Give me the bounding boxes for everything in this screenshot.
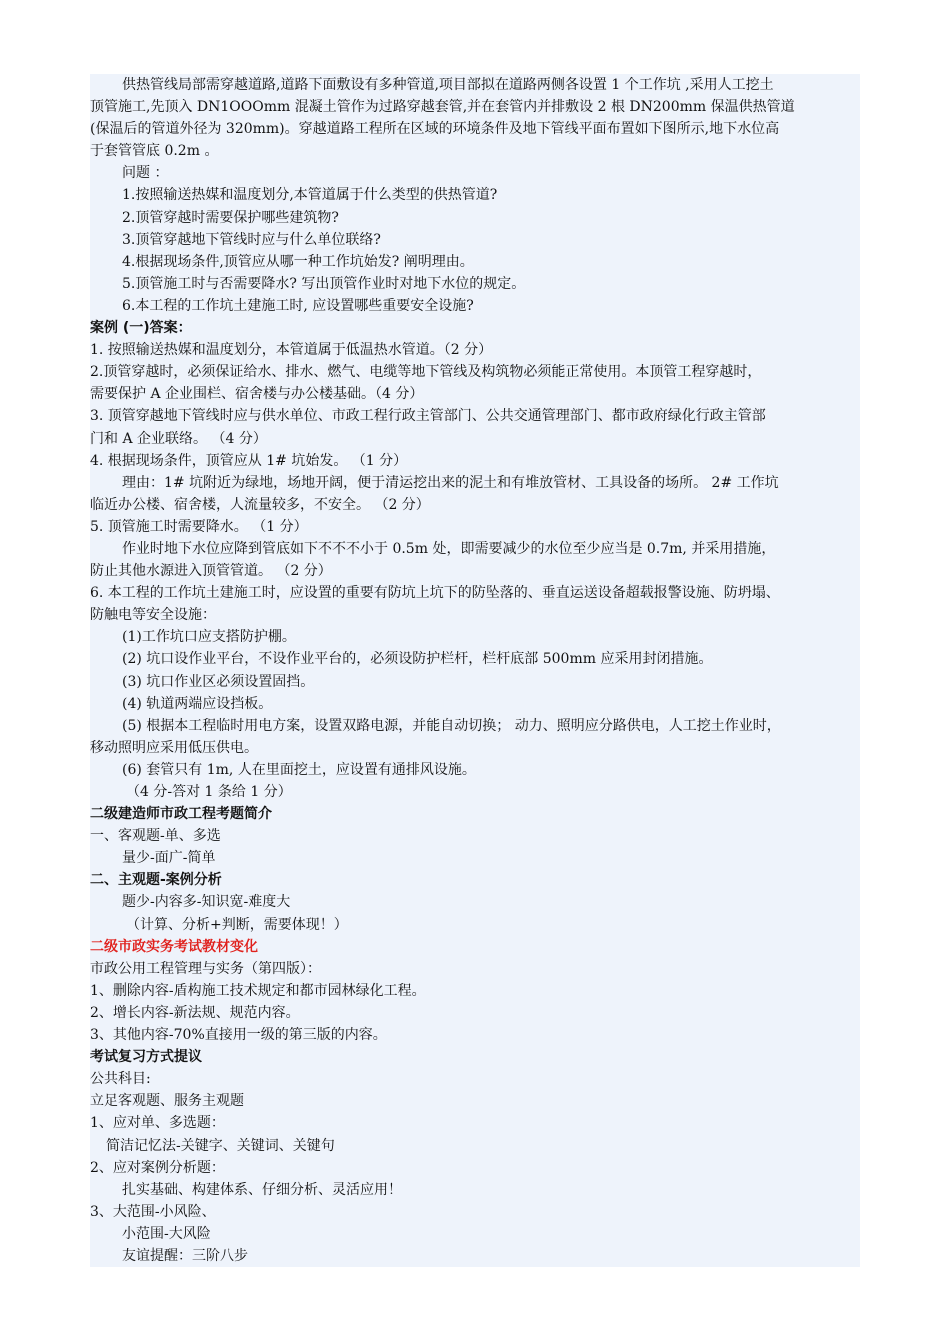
section-note: （计算、分析+判断，需要体现！） bbox=[126, 916, 348, 933]
section-line: 3、大范围-小风险、 bbox=[90, 1203, 216, 1220]
section-note: 题少-内容多-知识宽-难度大 bbox=[122, 894, 291, 911]
answers-heading: 案例 (一)答案： bbox=[90, 320, 192, 337]
answer-detail-line: 防止其他水源进入顶管管道。 （2 分） bbox=[90, 563, 332, 580]
section-line: 立足客观题、服务主观题 bbox=[90, 1093, 244, 1110]
answer-line: 3. 顶管穿越地下管线时应与供水单位、市政工程行政主管部门、公共交通管理部门、都市政府绿化行政主管部 bbox=[90, 408, 766, 425]
safety-item: (5) 根据本工程临时用电方案，设置双路电源，并能自动切换； 动力、照明应分路供电，人工挖土作业时， bbox=[122, 717, 781, 734]
answer-line: 6. 本工程的工作坑土建施工时，应设置的重要有防坑上坑下的防坠落的、垂直运送设备超载报警设施、防坍塌、 bbox=[90, 585, 780, 602]
score-note: （4 分-答对 1 条给 1 分） bbox=[126, 784, 292, 800]
safety-item: (1)工作坑口应支搭防护棚。 bbox=[122, 629, 296, 646]
intro-line: 于套管管底 0.2m 。 bbox=[90, 143, 219, 160]
answer-line: 1. 按照输送热媒和温度划分，本管道属于低温热水管道。（2 分） bbox=[90, 342, 493, 359]
answer-line: 5. 顶管施工时需要降水。 （1 分） bbox=[90, 518, 308, 535]
question-item: 4.根据现场条件,顶管应从哪一种工作坑始发? 阐明理由。 bbox=[122, 253, 474, 270]
question-item: 1.按照输送热媒和温度划分,本管道属于什么类型的供热管道? bbox=[122, 187, 498, 204]
section-line: 二、主观题-案例分析 bbox=[90, 872, 222, 889]
section-note: 量少-面广-简单 bbox=[122, 850, 216, 867]
answer-line: 防触电等安全设施： bbox=[90, 607, 216, 624]
answer-line: 4. 根据现场条件，顶管应从 1# 坑始发。 （1 分） bbox=[90, 452, 408, 469]
section-line: 1、应对单、多选题： bbox=[90, 1115, 225, 1132]
question-item: 6.本工程的工作坑土建施工时, 应设置哪些重要安全设施? bbox=[122, 297, 474, 314]
safety-item: (4) 轨道两端应设挡板。 bbox=[122, 695, 273, 712]
intro-line: (保温后的管道外径为 320mm)。穿越道路工程所在区域的环境条件及地下管线平面布置如下图所示,地下水位高 bbox=[90, 121, 780, 138]
safety-item-cont: 移动照明应采用低压供电。 bbox=[90, 739, 258, 756]
section-line: 2、增长内容-新法规、规范内容。 bbox=[90, 1004, 300, 1021]
safety-item: (3) 坑口作业区必须设置固挡。 bbox=[122, 673, 315, 690]
question-item: 3.顶管穿越地下管线时应与什么单位联络? bbox=[122, 231, 381, 248]
section-line: 2、应对案例分析题： bbox=[90, 1159, 225, 1176]
answer-detail-line: 作业时地下水位应降到管底如下不不不小于 0.5m 处，即需要减少的水位至少应当是 0.7m, 并采用措施， bbox=[122, 540, 776, 557]
section-heading: 二级建造师市政工程考题简介 bbox=[90, 806, 272, 823]
section-note: 扎实基础、构建体系、仔细分析、灵活应用！ bbox=[122, 1181, 402, 1198]
safety-item: (6) 套管只有 1m, 人在里面挖土，应设置有通排风设施。 bbox=[122, 761, 476, 778]
reason-line: 临近办公楼、宿舍楼，人流量较多，不安全。 （2 分） bbox=[90, 496, 430, 513]
section-heading: 考试复习方式提议 bbox=[90, 1049, 202, 1066]
section-line: 市政公用工程管理与实务（第四版）： bbox=[90, 960, 321, 977]
section-line: 公共科目: bbox=[90, 1071, 151, 1088]
document-page bbox=[90, 74, 860, 1267]
section-note: 友谊提醒：三阶八步 bbox=[122, 1247, 248, 1264]
section-note: 小范围-大风险 bbox=[122, 1225, 211, 1242]
question-item: 2.顶管穿越时需要保护哪些建筑物? bbox=[122, 209, 339, 226]
safety-item: (2) 坑口设作业平台，不设作业平台的，必须设防护栏杆，栏杆底部 500mm 应采用封闭措施。 bbox=[122, 651, 713, 668]
intro-line: 供热管线局部需穿越道路,道路下面敷设有多种管道,项目部拟在道路两侧各设置 1 个工作坑 ,采用人工挖土 bbox=[122, 77, 774, 93]
section-line: 1、删除内容-盾构施工技术规定和都市园林绿化工程。 bbox=[90, 982, 426, 999]
reason-line: 理由：1# 坑附近为绿地，场地开阔，便于清运挖出来的泥土和有堆放管材、工具设备的场所。 2# 工作坑 bbox=[122, 474, 779, 491]
answer-line: 门和 A 企业联络。 （4 分） bbox=[90, 430, 267, 447]
question-item: 5.顶管施工时与否需要降水? 写出顶管作业时对地下水位的规定。 bbox=[122, 275, 526, 292]
answer-line: 2.顶管穿越时，必须保证给水、排水、燃气、电缆等地下管线及构筑物必须能正常使用。本顶管工程穿越时， bbox=[90, 364, 762, 381]
section-heading-red: 二级市政实务考试教材变化 bbox=[90, 938, 258, 955]
section-note: 简洁记忆法-关键字、关键词、关键句 bbox=[106, 1137, 335, 1154]
intro-line: 顶管施工,先顶入 DN1OOOmm 混凝土管作为过路穿越套管,并在套管内并排敷设 2 根 DN200mm 保温供热管道 bbox=[90, 99, 795, 116]
section-line: 一、客观题-单、多选 bbox=[90, 828, 221, 845]
section-line: 3、其他内容-70%直接用一级的第三版的内容。 bbox=[90, 1027, 387, 1044]
questions-label: 问题 ： bbox=[122, 165, 169, 182]
answer-line: 需要保护 A 企业围栏、宿舍楼与办公楼基础。（4 分） bbox=[90, 386, 424, 403]
